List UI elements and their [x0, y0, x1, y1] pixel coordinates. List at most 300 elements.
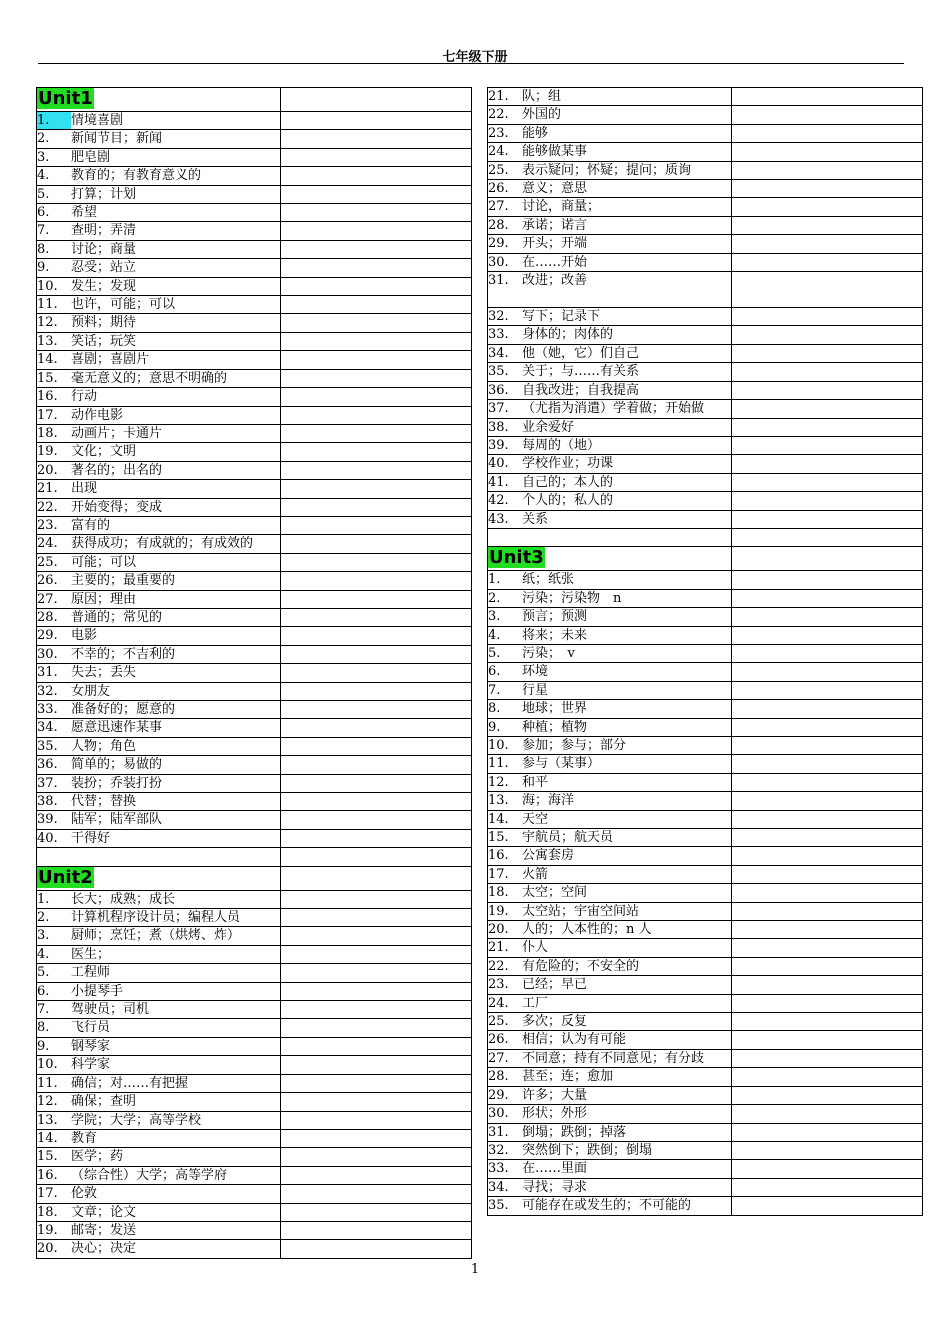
vocab-row: [37, 982, 472, 1000]
vocab-row: [488, 180, 923, 198]
vocab-row: [37, 461, 472, 479]
vocab-row: [37, 332, 472, 350]
vocab-row: [37, 945, 472, 963]
answer-cell: [732, 363, 923, 381]
vocab-meaning: 愿意迅速作某事: [71, 720, 163, 736]
vocab-number: 29.: [488, 1087, 509, 1103]
answer-cell: [281, 553, 472, 571]
answer-cell: [281, 185, 472, 203]
vocab-number: 24.: [488, 144, 509, 160]
vocab-row: [37, 443, 472, 461]
vocab-number: 34.: [488, 1179, 509, 1195]
answer-cell: [732, 921, 923, 939]
answer-cell: [732, 957, 923, 975]
vocab-meaning: 女朋友: [71, 683, 111, 699]
answer-cell: [732, 528, 923, 546]
vocab-meaning: 主要的；最重要的: [71, 573, 176, 589]
answer-cell: [732, 473, 923, 491]
vocab-row: [488, 1068, 923, 1086]
vocab-meaning: 文章；论文: [71, 1204, 137, 1220]
vocab-row: [37, 1074, 472, 1092]
answer-cell: [281, 443, 472, 461]
vocab-number: 34.: [488, 345, 509, 361]
vocab-row: [37, 1093, 472, 1111]
vocab-row: [488, 644, 923, 662]
vocab-number: 9.: [37, 1038, 50, 1054]
vocab-row: [488, 902, 923, 920]
vocab-row: [488, 106, 923, 124]
vocab-number: 9.: [37, 260, 50, 276]
vocab-row: [37, 277, 472, 295]
vocab-meaning: 希望: [71, 205, 98, 221]
vocab-row: [488, 718, 923, 736]
answer-cell: [281, 590, 472, 608]
vocab-meaning: 纸；纸张: [522, 572, 575, 588]
answer-cell: [281, 701, 472, 719]
answer-cell: [732, 198, 923, 216]
answer-cell: [732, 272, 923, 308]
vocab-meaning: 伦敦: [71, 1186, 98, 1202]
vocab-number: 35.: [37, 738, 58, 754]
vocab-row: [37, 1221, 472, 1239]
vocab-row: [488, 810, 923, 828]
answer-cell: [732, 344, 923, 362]
answer-cell: [281, 945, 472, 963]
vocab-number: 19.: [37, 1222, 58, 1238]
vocab-row: [488, 994, 923, 1012]
answer-cell: [732, 1123, 923, 1141]
vocab-number: 1.: [37, 112, 71, 129]
vocab-meaning: 和平: [522, 774, 549, 790]
vocab-meaning: 能够做某事: [522, 144, 588, 160]
vocab-number: 30.: [488, 254, 509, 270]
answer-cell: [281, 608, 472, 626]
vocab-number: 5.: [488, 645, 501, 661]
vocab-number: 23.: [37, 517, 58, 533]
vocab-row: [37, 964, 472, 982]
vocab-meaning: 获得成功；有成就的；有成效的: [71, 536, 254, 552]
vocab-row: [37, 351, 472, 369]
vocab-number: 24.: [37, 536, 58, 552]
vocab-number: 28.: [488, 217, 509, 233]
vocab-number: 8.: [37, 1020, 50, 1036]
answer-cell: [281, 369, 472, 387]
unit-heading: Unit2: [38, 866, 93, 888]
vocab-number: 26.: [488, 181, 509, 197]
vocab-row: [37, 793, 472, 811]
vocab-number: 33.: [37, 702, 58, 717]
answer-cell: [281, 909, 472, 927]
answer-cell: [281, 535, 472, 553]
vocab-row: [488, 308, 923, 326]
vocab-number: 7.: [37, 1002, 50, 1018]
vocab-row: [37, 222, 472, 240]
answer-cell: [732, 308, 923, 326]
vocab-row: [37, 369, 472, 387]
answer-cell: [281, 516, 472, 534]
answer-cell: [281, 627, 472, 645]
vocab-meaning: 工程师: [71, 965, 111, 981]
vocab-number: 38.: [488, 419, 509, 435]
vocab-row: [488, 884, 923, 902]
vocab-meaning: 写下；记录下: [522, 309, 601, 325]
vocab-number: 7.: [37, 223, 50, 239]
vocab-number: 6.: [37, 983, 50, 999]
vocab-row: [488, 1141, 923, 1159]
vocab-number: 12.: [37, 1094, 58, 1110]
vocab-meaning: 忍受；站立: [71, 260, 137, 276]
answer-cell: [281, 112, 472, 130]
vocab-meaning: 相信；认为有可能: [522, 1032, 627, 1048]
vocab-meaning: 预料；期待: [71, 315, 137, 331]
answer-cell: [732, 1105, 923, 1123]
vocab-number: 25.: [37, 554, 58, 570]
answer-cell: [732, 976, 923, 994]
vocab-number: 10.: [37, 278, 58, 294]
vocab-number: 19.: [488, 903, 509, 919]
right-vocab-column: [487, 87, 920, 1216]
vocab-number: 24.: [488, 995, 509, 1011]
vocab-row: [37, 314, 472, 332]
vocab-number: 1.: [37, 891, 50, 907]
left-vocab-column: [36, 87, 469, 1259]
answer-cell: [281, 314, 472, 332]
answer-cell: [281, 719, 472, 737]
vocab-number: 38.: [37, 794, 58, 810]
vocab-row: [488, 436, 923, 454]
vocab-number: 3.: [37, 149, 50, 165]
vocab-number: 2.: [37, 131, 50, 147]
answer-cell: [281, 682, 472, 700]
vocab-meaning: 计算机程序设计员；编程人员: [71, 910, 241, 926]
vocab-meaning: 可能存在或发生的；不可能的: [522, 1198, 692, 1214]
answer-cell: [732, 455, 923, 473]
vocab-number: 28.: [37, 609, 58, 625]
vocab-meaning: 人的；人本性的；n 人: [522, 922, 652, 938]
vocab-row: [488, 88, 923, 106]
vocab-meaning: 可能；可以: [71, 554, 137, 570]
left-vocab-table: [36, 87, 472, 1259]
vocab-row: [488, 939, 923, 957]
vocab-row: [488, 1123, 923, 1141]
answer-cell: [732, 755, 923, 773]
vocab-row: [37, 909, 472, 927]
vocab-meaning: 自己的；本人的: [522, 474, 614, 490]
vocab-row: [488, 1049, 923, 1067]
answer-cell: [732, 547, 923, 571]
vocab-meaning: 陆军；陆军部队: [71, 812, 163, 828]
answer-cell: [281, 296, 472, 314]
vocab-number: 21.: [488, 89, 509, 104]
answer-cell: [732, 1068, 923, 1086]
vocab-row: [488, 792, 923, 810]
answer-cell: [281, 1129, 472, 1147]
vocab-meaning: 形状；外形: [522, 1106, 588, 1122]
vocab-number: 36.: [37, 757, 58, 773]
vocab-row: [488, 455, 923, 473]
vocab-meaning: 钢琴家: [71, 1038, 111, 1054]
vocab-row: [37, 1037, 472, 1055]
answer-cell: [281, 793, 472, 811]
vocab-meaning: 毫无意义的；意思不明确的: [71, 370, 228, 386]
vocab-meaning: 打算；计划: [71, 186, 137, 202]
vocab-number: 20.: [37, 462, 58, 478]
vocab-row: [37, 1056, 472, 1074]
answer-cell: [732, 865, 923, 883]
vocab-row: [37, 185, 472, 203]
vocab-meaning: 笑话；玩笑: [71, 333, 137, 349]
vocab-row: [488, 1178, 923, 1196]
vocab-meaning: 新闻节目；新闻: [71, 131, 163, 147]
answer-cell: [732, 589, 923, 607]
page-number: 1: [470, 1262, 480, 1277]
answer-cell: [281, 388, 472, 406]
answer-cell: [732, 608, 923, 626]
answer-cell: [281, 1111, 472, 1129]
vocab-number: 37.: [488, 401, 509, 417]
vocab-meaning: 驾驶员；司机: [71, 1002, 150, 1018]
right-vocab-table: [487, 87, 923, 1216]
vocab-number: 14.: [37, 352, 58, 368]
vocab-row: [37, 664, 472, 682]
vocab-meaning: 环境: [522, 664, 549, 680]
answer-cell: [732, 810, 923, 828]
vocab-number: 31.: [37, 665, 58, 681]
answer-cell: [732, 510, 923, 528]
vocab-row: [488, 571, 923, 589]
vocab-number: 22.: [37, 499, 58, 515]
vocab-row: [37, 112, 472, 130]
vocab-number: 17.: [37, 407, 58, 423]
vocab-meaning: 将来；未来: [522, 627, 588, 643]
vocab-meaning: 每周的（地）: [522, 437, 601, 453]
vocab-row: [488, 381, 923, 399]
vocab-number: 30.: [37, 646, 58, 662]
answer-cell: [281, 982, 472, 1000]
vocab-row: [37, 701, 472, 719]
answer-cell: [732, 994, 923, 1012]
vocab-row: [488, 608, 923, 626]
vocab-number: 29.: [37, 628, 58, 644]
answer-cell: [281, 964, 472, 982]
vocab-row: [37, 480, 472, 498]
vocab-number: 13.: [488, 793, 509, 809]
vocab-row: [488, 1197, 923, 1215]
vocab-row: [37, 627, 472, 645]
vocab-number: 14.: [488, 811, 509, 827]
vocab-number: 4.: [37, 946, 50, 962]
vocab-row: [37, 388, 472, 406]
unit-heading-row: [37, 88, 472, 112]
vocab-number: 10.: [37, 1057, 58, 1073]
vocab-number: 40.: [37, 830, 58, 846]
answer-cell: [281, 1001, 472, 1019]
vocab-meaning: 确信；对……有把握: [71, 1075, 189, 1091]
answer-cell: [281, 1093, 472, 1111]
vocab-row: [37, 1129, 472, 1147]
vocab-number: 8.: [37, 241, 50, 257]
answer-cell: [281, 1148, 472, 1166]
vocab-row: [37, 1166, 472, 1184]
vocab-meaning: 倒塌；跌倒；掉落: [522, 1124, 627, 1140]
vocab-row: [488, 326, 923, 344]
vocab-number: 39.: [37, 812, 58, 828]
vocab-meaning: 也许，可能；可以: [71, 297, 176, 313]
answer-cell: [732, 1013, 923, 1031]
answer-cell: [732, 1049, 923, 1067]
vocab-meaning: 行星: [522, 682, 549, 698]
answer-cell: [732, 88, 923, 106]
vocab-number: 25.: [488, 1014, 509, 1030]
answer-cell: [281, 1203, 472, 1221]
vocab-meaning: 队；组: [522, 89, 562, 104]
answer-cell: [732, 436, 923, 454]
answer-cell: [281, 1166, 472, 1184]
answer-cell: [281, 351, 472, 369]
vocab-meaning: 不幸的；不吉利的: [71, 646, 176, 662]
answer-cell: [281, 130, 472, 148]
vocab-row: [37, 240, 472, 258]
vocab-meaning: 意义；意思: [522, 181, 588, 197]
vocab-number: 35.: [488, 364, 509, 380]
vocab-row: [37, 259, 472, 277]
vocab-meaning: 个人的；私人的: [522, 493, 614, 509]
vocab-row: [488, 1105, 923, 1123]
vocab-meaning: （尤指为消遣）学着做；开始做: [522, 401, 705, 417]
answer-cell: [281, 406, 472, 424]
vocab-meaning: 不同意；持有不同意见；有分歧: [522, 1050, 705, 1066]
answer-cell: [281, 866, 472, 890]
vocab-meaning: 业余爱好: [522, 419, 575, 435]
answer-cell: [732, 235, 923, 253]
answer-cell: [732, 1141, 923, 1159]
answer-cell: [732, 400, 923, 418]
vocab-meaning: 讨论，商量；: [522, 199, 601, 215]
answer-cell: [732, 884, 923, 902]
answer-cell: [732, 773, 923, 791]
answer-cell: [281, 148, 472, 166]
vocab-meaning: 地球；世界: [522, 701, 588, 717]
vocab-number: 21.: [37, 481, 58, 497]
answer-cell: [732, 718, 923, 736]
answer-cell: [732, 124, 923, 142]
vocab-row: [37, 1148, 472, 1166]
vocab-meaning: 文化；文明: [71, 444, 137, 460]
vocab-meaning: 火箭: [522, 866, 549, 882]
vocab-row: [37, 719, 472, 737]
vocab-number: 22.: [488, 958, 509, 974]
vocab-row: [488, 736, 923, 754]
vocab-meaning: 普通的；常见的: [71, 609, 163, 625]
vocab-number: 19.: [37, 444, 58, 460]
vocab-row: [37, 829, 472, 847]
vocab-number: 26.: [37, 573, 58, 589]
vocab-number: 7.: [488, 682, 501, 698]
vocab-number: 18.: [37, 425, 58, 441]
vocab-row: [488, 198, 923, 216]
answer-cell: [732, 106, 923, 124]
vocab-row: [37, 130, 472, 148]
vocab-number: 5.: [37, 186, 50, 202]
vocab-meaning: 工厂: [522, 995, 549, 1011]
answer-cell: [281, 1221, 472, 1239]
vocab-number: 4.: [37, 168, 50, 184]
vocab-row: [488, 1160, 923, 1178]
vocab-number: 13.: [37, 1112, 58, 1128]
vocab-meaning: 发生；发现: [71, 278, 137, 294]
answer-cell: [281, 167, 472, 185]
vocab-meaning: 飞行员: [71, 1020, 111, 1036]
vocab-number: 18.: [37, 1204, 58, 1220]
vocab-meaning: 甚至；连；愈加: [522, 1069, 614, 1085]
vocab-row: [37, 296, 472, 314]
page-header-title: 七年级下册: [442, 50, 508, 65]
vocab-meaning: 自我改进；自我提高: [522, 382, 640, 398]
vocab-meaning: 富有的: [71, 517, 111, 533]
vocab-row: [488, 235, 923, 253]
vocab-meaning: 污染； v: [522, 645, 575, 661]
vocab-number: 9.: [488, 719, 501, 735]
vocab-row: [37, 516, 472, 534]
vocab-meaning: 肥皂剧: [71, 149, 111, 165]
vocab-number: 40.: [488, 456, 509, 472]
vocab-number: 2.: [37, 910, 50, 926]
vocab-meaning: 海；海洋: [522, 793, 575, 809]
answer-cell: [281, 1240, 472, 1258]
vocab-meaning: 查明；弄清: [71, 223, 137, 239]
vocab-row: [488, 143, 923, 161]
vocab-meaning: 准备好的；愿意的: [71, 702, 176, 717]
vocab-row: [37, 204, 472, 222]
answer-cell: [732, 161, 923, 179]
answer-cell: [281, 424, 472, 442]
answer-cell: [732, 847, 923, 865]
vocab-number: 28.: [488, 1069, 509, 1085]
vocab-number: 35.: [488, 1198, 509, 1214]
answer-cell: [281, 1019, 472, 1037]
vocab-number: 5.: [37, 965, 50, 981]
vocab-meaning: 著名的；出名的: [71, 462, 163, 478]
vocab-row: [37, 167, 472, 185]
vocab-meaning: 喜剧；喜剧片: [71, 352, 150, 368]
vocab-row: [37, 774, 472, 792]
vocab-meaning: 参与（某事）: [522, 756, 601, 772]
vocab-number: 30.: [488, 1106, 509, 1122]
vocab-row: [488, 663, 923, 681]
vocab-meaning: 已经；早已: [522, 977, 588, 993]
vocab-meaning: 多次；反复: [522, 1014, 588, 1030]
header-rule: [38, 63, 904, 64]
vocab-meaning: 身体的；肉体的: [522, 327, 614, 343]
vocab-meaning: 表示疑问；怀疑；提问；质询: [522, 162, 692, 178]
vocab-meaning: 仆人: [522, 940, 549, 956]
vocab-number: 6.: [37, 205, 50, 221]
vocab-number: 34.: [37, 720, 58, 736]
blank-row: [488, 528, 923, 546]
vocab-row: [37, 645, 472, 663]
vocab-row: [37, 148, 472, 166]
vocab-number: 31.: [488, 1124, 509, 1140]
vocab-row: [37, 1019, 472, 1037]
vocab-row: [488, 510, 923, 528]
answer-cell: [732, 418, 923, 436]
vocab-number: 15.: [488, 830, 509, 846]
vocab-number: 26.: [488, 1032, 509, 1048]
vocab-meaning: 干得好: [71, 830, 111, 846]
vocab-row: [37, 424, 472, 442]
vocab-row: [488, 473, 923, 491]
answer-cell: [281, 461, 472, 479]
